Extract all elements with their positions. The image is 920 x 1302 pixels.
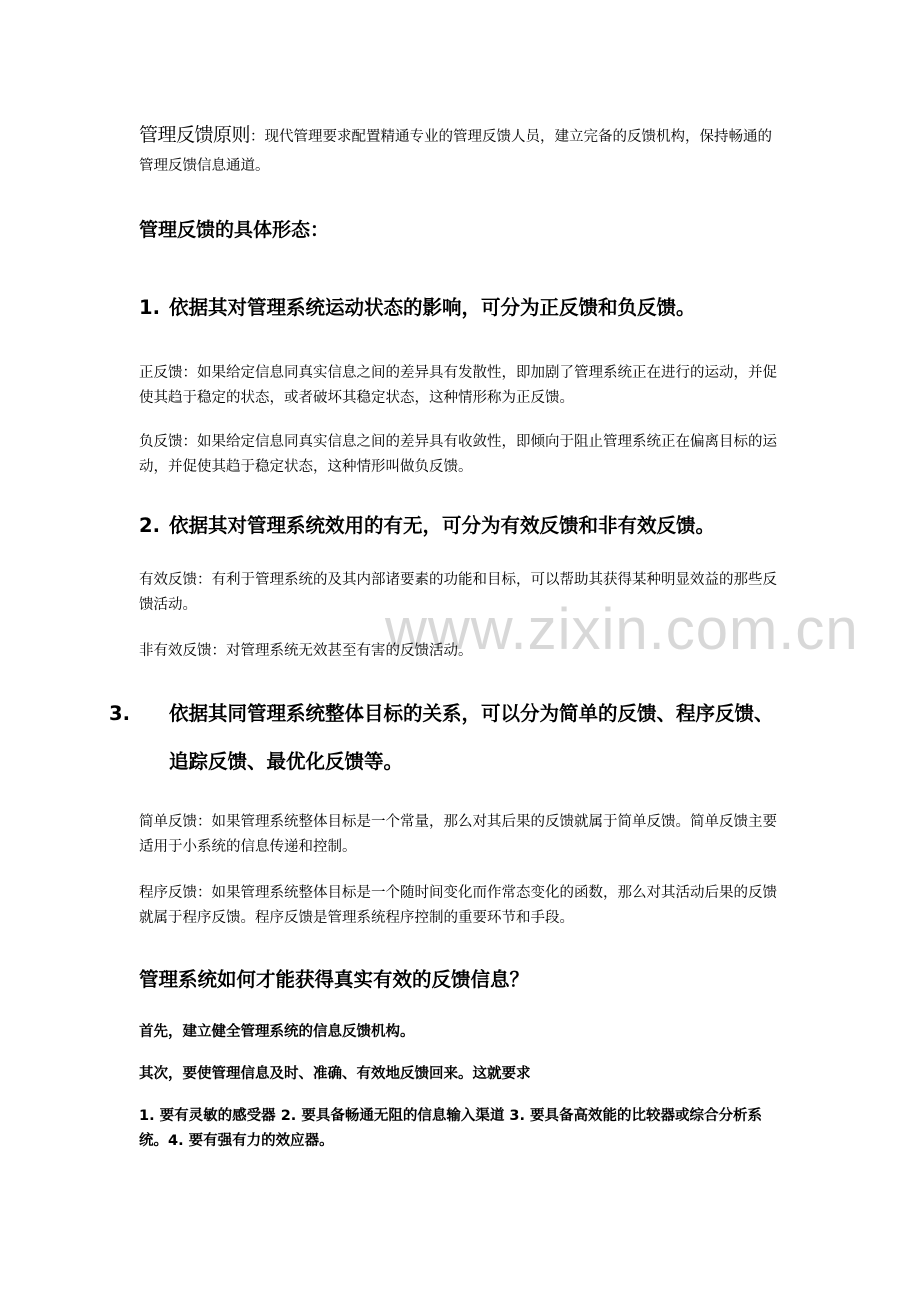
document-body bbox=[109, 121, 784, 1154]
answer-requirements-list: 1. 要有灵敏的感受器 2. 要具备畅通无阻的信息输入渠道 3. 要具备高效能的比较器或综合分析系统。4. 要有强有力的效应器。 bbox=[139, 1108, 763, 1149]
paragraph-program-feedback: 程序反馈：如果管理系统整体目标是一个随时间变化而作常态变化的函数，那么对其活动后果的反馈就属于程序反馈。程序反馈是管理系统程序控制的重要环节和手段。 bbox=[139, 885, 777, 926]
item-heading-3 bbox=[109, 690, 784, 786]
paragraph-positive-feedback: 正反馈：如果给定信息同真实信息之间的差异具有发散性，即加剧了管理系统正在进行的运动，并促使其趋于稳定的状态，或者破坏其稳定状态，这种情形称为正反馈。 bbox=[139, 365, 777, 406]
paragraph-ineffective-feedback: 非有效反馈：对管理系统无效甚至有害的反馈活动。 bbox=[139, 643, 473, 659]
item-number: 3. bbox=[109, 702, 130, 725]
paragraph-simple-feedback: 简单反馈：如果管理系统整体目标是一个常量，那么对其后果的反馈就属于简单反馈。简单反馈主要适用于小系统的信息传递和控制。 bbox=[139, 814, 777, 855]
question-heading: 管理系统如何才能获得真实有效的反馈信息？ bbox=[139, 968, 530, 991]
intro-label: 管理反馈原则 bbox=[139, 124, 251, 146]
watermark: www.zixin.com.cn bbox=[385, 597, 859, 662]
item-heading-2 bbox=[139, 502, 784, 550]
item-heading-1 bbox=[139, 284, 784, 332]
intro-text: ：现代管理要求配置精通专业的管理反馈人员，建立完备的反馈机构，保持畅通的管理反馈信息通道。 bbox=[139, 129, 773, 174]
item-title: 依据其同管理系统整体目标的关系，可以分为简单的反馈、程序反馈、追踪反馈、最优化反馈等。 bbox=[169, 702, 774, 773]
item-title: 依据其对管理系统运动状态的影响，可分为正反馈和负反馈。 bbox=[169, 296, 696, 319]
paragraph-effective-feedback: 有效反馈：有利于管理系统的及其内部诸要素的功能和目标，可以帮助其获得某种明显效益的那些反馈活动。 bbox=[139, 572, 777, 613]
paragraph-negative-feedback: 负反馈：如果给定信息同真实信息之间的差异具有收敛性，即倾向于阻止管理系统正在偏离目标的运动，并促使其趋于稳定状态，这种情形叫做负反馈。 bbox=[139, 434, 777, 475]
item-number: 2. bbox=[139, 514, 160, 537]
section-title: 管理反馈的具体形态： bbox=[139, 219, 330, 241]
item-number: 1. bbox=[139, 296, 160, 319]
intro-paragraph bbox=[139, 121, 784, 181]
item-title: 依据其对管理系统效用的有无，可分为有效反馈和非有效反馈。 bbox=[169, 514, 716, 537]
answer-second: 其次，要使管理信息及时、准确、有效地反馈回来。这就要求 bbox=[139, 1066, 531, 1082]
answer-first: 首先，建立健全管理系统的信息反馈机构。 bbox=[139, 1024, 415, 1040]
